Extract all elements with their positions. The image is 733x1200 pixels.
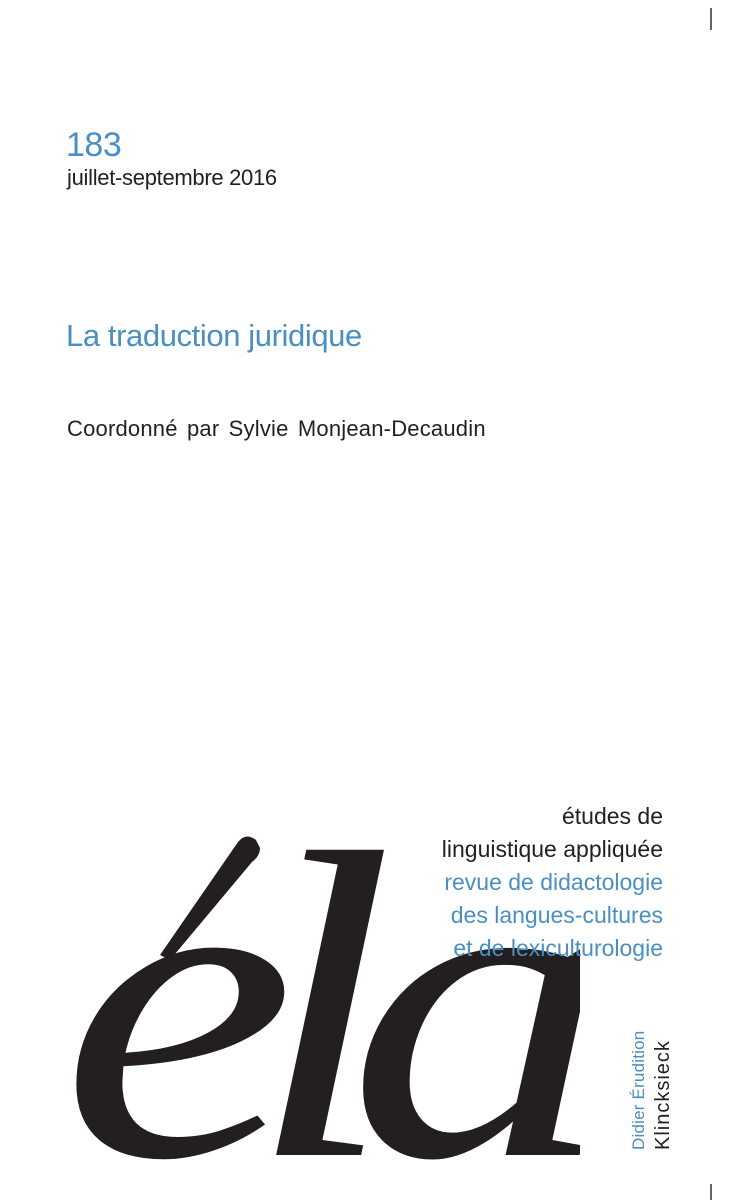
- issue-date: juillet-septembre 2016: [67, 165, 277, 190]
- issue-number: 183: [66, 126, 122, 164]
- journal-name-line2: linguistique appliquée: [441, 836, 663, 862]
- logo-letters: ela: [60, 810, 580, 1170]
- journal-subtitle-line1: revue de didactologie: [444, 869, 663, 895]
- publisher-klincksieck: Klincksieck: [652, 1040, 674, 1150]
- journal-name-line1: études de: [561, 803, 663, 829]
- journal-info: [442, 800, 663, 965]
- issue-title: La traduction juridique: [66, 318, 362, 353]
- publishers-vertical: [628, 1031, 676, 1150]
- edge-line-bottom: [710, 1184, 712, 1200]
- coordinator-line: Coordonné par Sylvie Monjean-Decaudin: [67, 416, 486, 441]
- journal-subtitle-line2: des langues-cultures: [450, 902, 663, 928]
- edge-line-top: [710, 8, 712, 30]
- publisher-didier: Didier Érudition: [629, 1030, 648, 1150]
- journal-subtitle-line3: et de lexiculturologie: [453, 935, 663, 961]
